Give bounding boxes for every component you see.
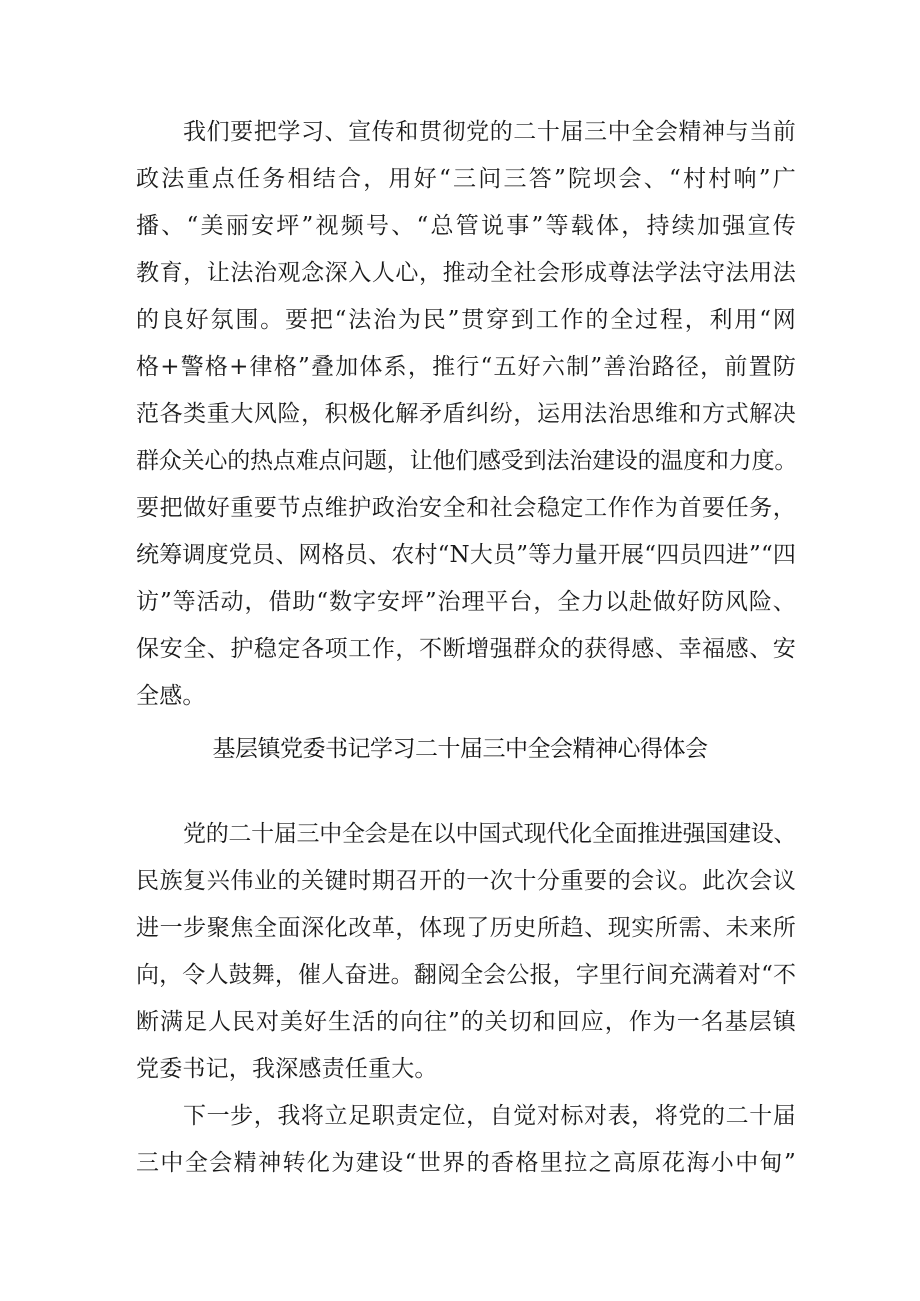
- paragraph-line: 下一步，我将立足职责定位，自觉对标对表，将党的二十届: [183, 1103, 796, 1129]
- paragraph-line: 访”等活动，借助“数字安坪”治理平台，全力以赴做好防风险、: [136, 589, 796, 615]
- paragraph-line: 的良好氛围。要把“法治为民”贯穿到工作的全过程，利用“网: [136, 307, 796, 333]
- paragraph-line: 教育，让法治观念深入人心，推动全社会形成尊法学法守法用法: [136, 260, 796, 286]
- paragraph-line: 格+警格+律格”叠加体系，推行“五好六制”善治路径，前置防: [136, 354, 796, 380]
- paragraph-line: 范各类重大风险，积极化解矛盾纠纷，运用法治思维和方式解决: [136, 401, 796, 427]
- paragraph-line: 保安全、护稳定各项工作，不断增强群众的获得感、幸福感、安: [136, 636, 796, 662]
- paragraph-line: 党委书记，我深感责任重大。: [136, 1056, 438, 1082]
- paragraph-line: 全感。: [136, 683, 206, 709]
- section-title: 基层镇党委书记学习二十届三中全会精神心得体会: [212, 736, 708, 762]
- paragraph-line: 我们要把学习、宣传和贯彻党的二十届三中全会精神与当前: [183, 119, 796, 145]
- paragraph-line: 民族复兴伟业的关键时期召开的一次十分重要的会议。此次会议: [136, 868, 796, 894]
- paragraph-line: 三中全会精神转化为建设“世界的香格里拉之高原花海小中甸”: [136, 1150, 796, 1176]
- paragraph-line: 党的二十届三中全会是在以中国式现代化全面推进强国建设、: [183, 821, 796, 847]
- paragraph-line: 播、“美丽安坪”视频号、“总管说事”等载体，持续加强宣传: [136, 213, 796, 239]
- paragraph-line: 要把做好重要节点维护政治安全和社会稳定工作作为首要任务，: [136, 495, 796, 521]
- paragraph-line: 断满足人民对美好生活的向往”的关切和回应，作为一名基层镇: [136, 1009, 796, 1035]
- paragraph-line: 向，令人鼓舞，催人奋进。翻阅全会公报，字里行间充满着对“不: [136, 962, 796, 988]
- paragraph-line: 政法重点任务相结合，用好“三问三答”院坝会、“村村响”广: [136, 166, 796, 192]
- paragraph-line: 群众关心的热点难点问题，让他们感受到法治建设的温度和力度。: [136, 448, 798, 474]
- paragraph-line: 统筹调度党员、网格员、农村“N大员”等力量开展“四员四进”“四: [136, 542, 797, 568]
- paragraph-line: 进一步聚焦全面深化改革，体现了历史所趋、现实所需、未来所: [136, 915, 796, 941]
